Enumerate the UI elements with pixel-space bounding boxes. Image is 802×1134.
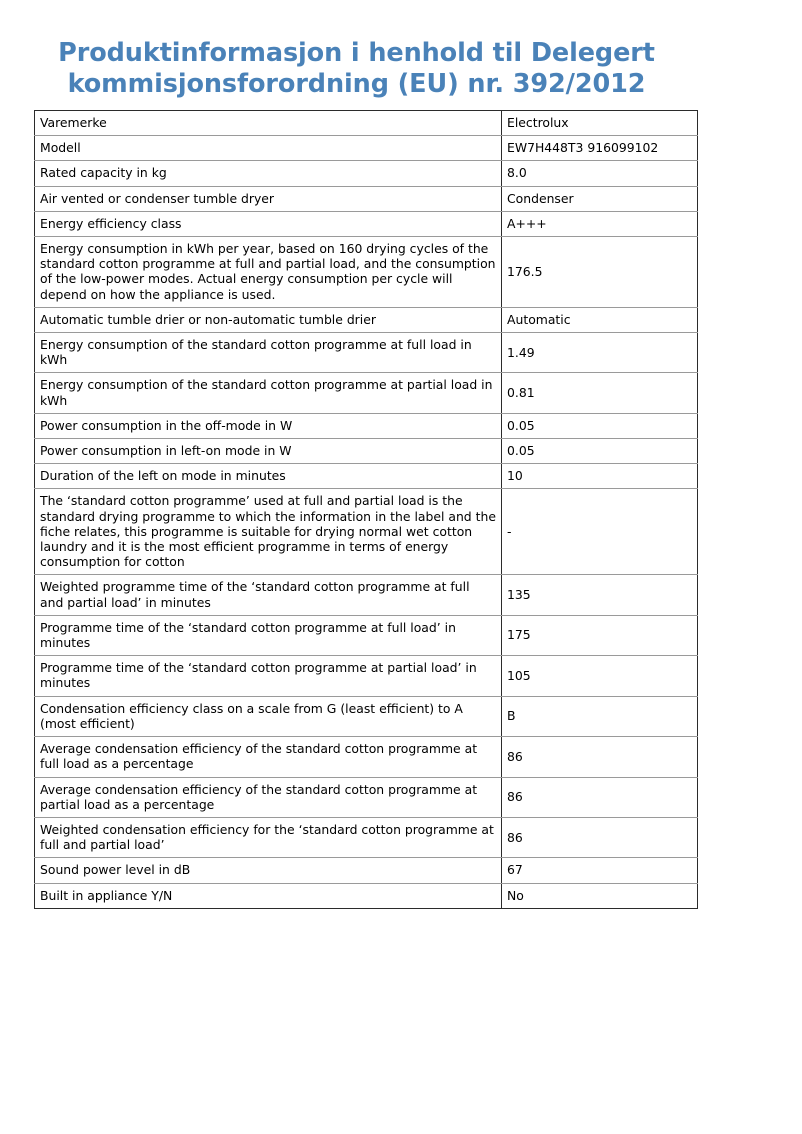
table-cell-label: Programme time of the ‘standard cotton programme at partial load’ in minutes	[35, 656, 502, 696]
table-row	[35, 237, 698, 308]
table-cell-label: Power consumption in the off-mode in W	[35, 413, 502, 438]
table-cell-value: 67	[502, 858, 698, 883]
table-row	[35, 575, 698, 615]
table-cell-label: Energy consumption of the standard cotton programme at full load in kWh	[35, 333, 502, 373]
table-body	[35, 111, 698, 909]
table-row	[35, 464, 698, 489]
table-row	[35, 777, 698, 817]
table-row	[35, 858, 698, 883]
table-row	[35, 489, 698, 575]
table-cell-label: Average condensation efficiency of the standard cotton programme at partial load as a percentage	[35, 777, 502, 817]
table-row	[35, 696, 698, 736]
table-row	[35, 211, 698, 236]
table-cell-value: EW7H448T3 916099102	[502, 136, 698, 161]
table-row	[35, 136, 698, 161]
table-row	[35, 883, 698, 908]
table-row	[35, 307, 698, 332]
table-cell-value: Electrolux	[502, 111, 698, 136]
table-cell-label: Built in appliance Y/N	[35, 883, 502, 908]
table-row	[35, 656, 698, 696]
table-row	[35, 333, 698, 373]
table-cell-value: 105	[502, 656, 698, 696]
table-cell-value: 86	[502, 737, 698, 777]
table-cell-value: 135	[502, 575, 698, 615]
table-cell-value: -	[502, 489, 698, 575]
table-cell-value: Automatic	[502, 307, 698, 332]
table-cell-value: A+++	[502, 211, 698, 236]
table-row	[35, 615, 698, 655]
table-cell-value: 176.5	[502, 237, 698, 308]
table-row	[35, 161, 698, 186]
table-cell-value: 8.0	[502, 161, 698, 186]
table-cell-value: 86	[502, 777, 698, 817]
table-cell-value: 0.81	[502, 373, 698, 413]
table-cell-label: Rated capacity in kg	[35, 161, 502, 186]
table-cell-value: Condenser	[502, 186, 698, 211]
table-cell-label: Modell	[35, 136, 502, 161]
table-cell-label: The ‘standard cotton programme’ used at full and partial load is the standard drying programme to which the information in the label and the fiche relates, this programme is suitable for drying normal wet cotton laundry and it is the most efficient programme in terms of energy consumption for cotton	[35, 489, 502, 575]
table-cell-value: No	[502, 883, 698, 908]
table-row	[35, 111, 698, 136]
table-cell-value: 1.49	[502, 333, 698, 373]
table-cell-label: Power consumption in left-on mode in W	[35, 439, 502, 464]
table-cell-label: Energy efficiency class	[35, 211, 502, 236]
table-cell-label: Varemerke	[35, 111, 502, 136]
table-cell-value: 0.05	[502, 439, 698, 464]
table-cell-value: B	[502, 696, 698, 736]
table-cell-label: Average condensation efficiency of the standard cotton programme at full load as a percentage	[35, 737, 502, 777]
table-cell-label: Energy consumption of the standard cotton programme at partial load in kWh	[35, 373, 502, 413]
table-cell-label: Condensation efficiency class on a scale from G (least efficient) to A (most efficient)	[35, 696, 502, 736]
table-cell-label: Weighted programme time of the ‘standard cotton programme at full and partial load’ in minutes	[35, 575, 502, 615]
table-row	[35, 373, 698, 413]
table-row	[35, 413, 698, 438]
table-cell-value: 0.05	[502, 413, 698, 438]
product-information-table	[34, 110, 698, 909]
table-cell-label: Programme time of the ‘standard cotton programme at full load’ in minutes	[35, 615, 502, 655]
table-cell-label: Automatic tumble drier or non-automatic tumble drier	[35, 307, 502, 332]
table-row	[35, 439, 698, 464]
table-cell-value: 86	[502, 817, 698, 857]
table-row	[35, 186, 698, 211]
table-row	[35, 817, 698, 857]
table-cell-label: Weighted condensation efficiency for the ‘standard cotton programme at full and partial load’	[35, 817, 502, 857]
table-cell-value: 10	[502, 464, 698, 489]
table-cell-label: Duration of the left on mode in minutes	[35, 464, 502, 489]
table-cell-label: Air vented or condenser tumble dryer	[35, 186, 502, 211]
page-title: Produktinformasjon i henhold til Delegert kommisjonsforordning (EU) nr. 392/2012	[58, 38, 655, 99]
table-cell-value: 175	[502, 615, 698, 655]
table-row	[35, 737, 698, 777]
table-cell-label: Sound power level in dB	[35, 858, 502, 883]
table-cell-label: Energy consumption in kWh per year, based on 160 drying cycles of the standard cotton programme at full and partial load, and the consumption of the low-power modes. Actual energy consumption per cycle will depend on how the appliance is used.	[35, 237, 502, 308]
